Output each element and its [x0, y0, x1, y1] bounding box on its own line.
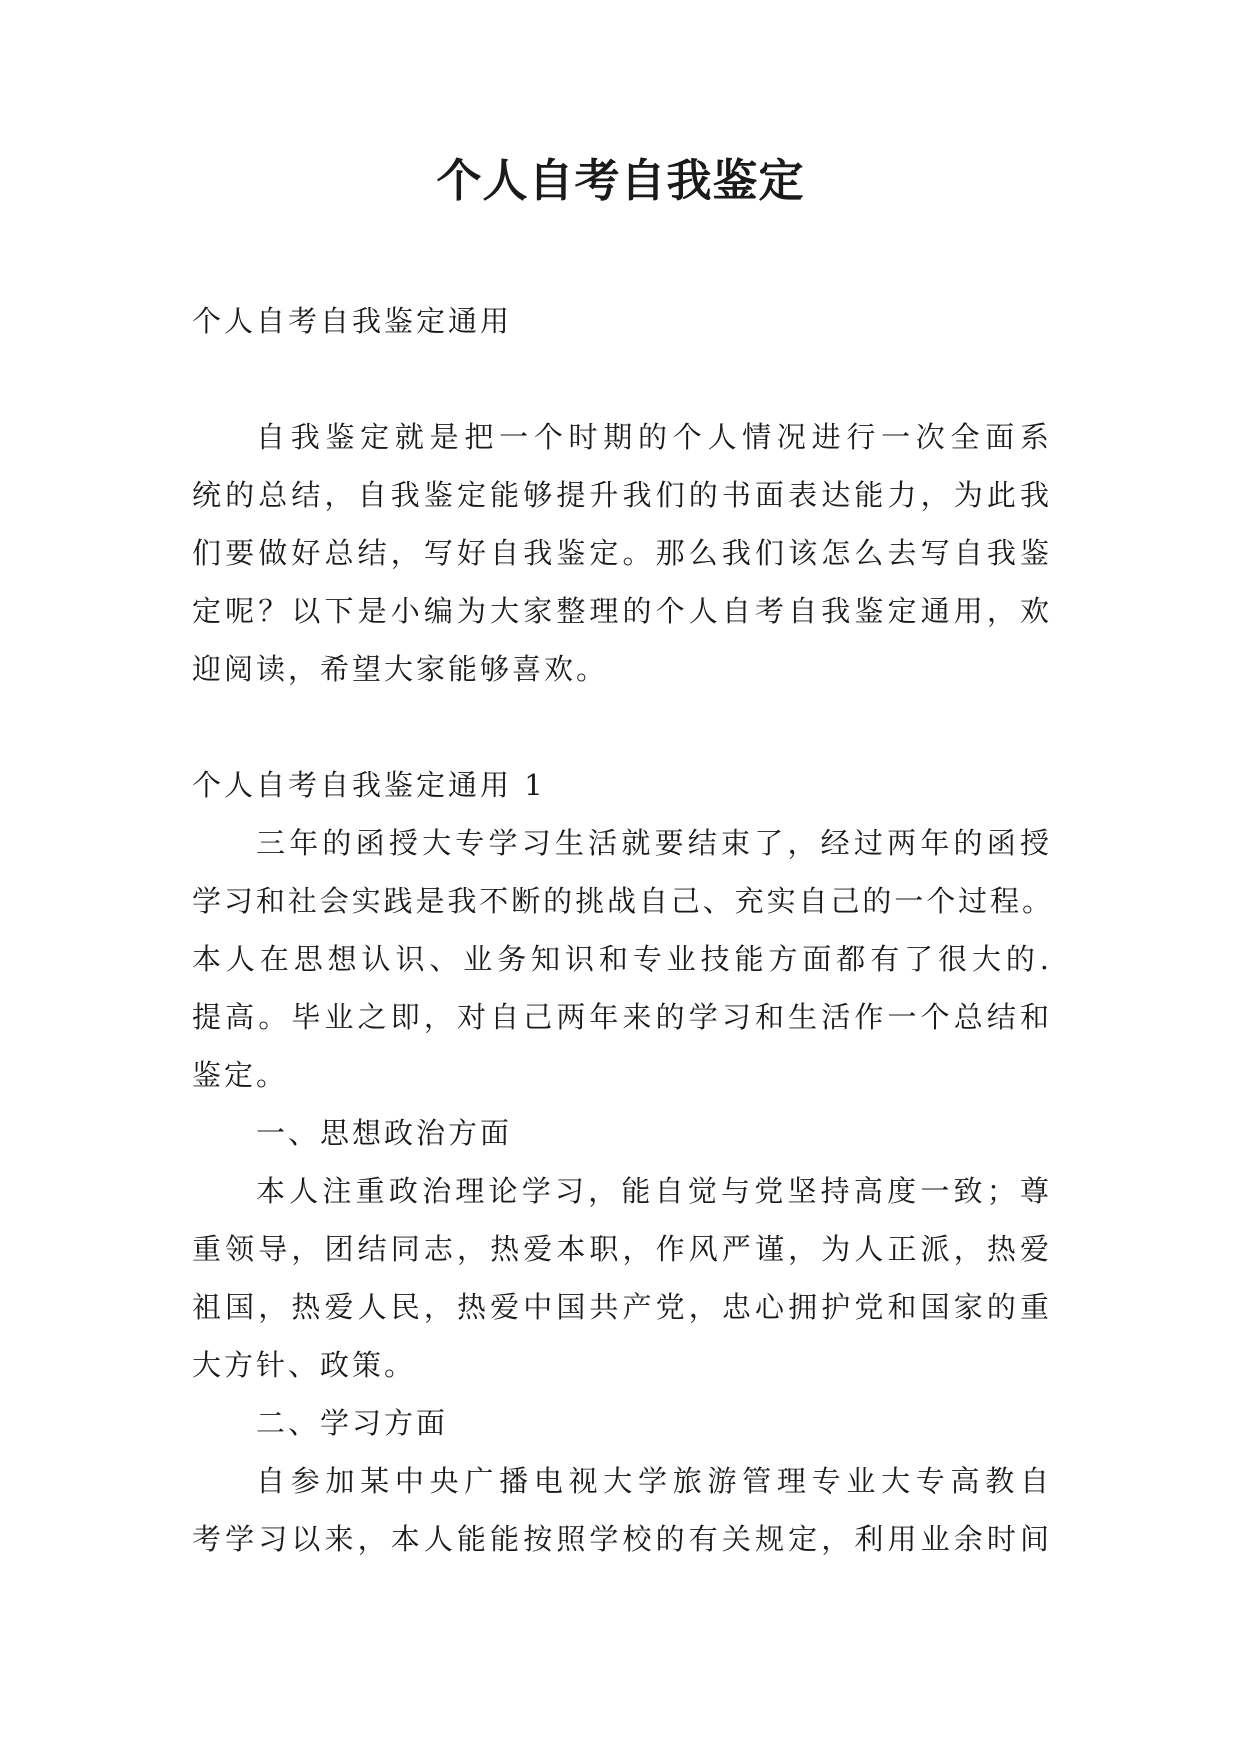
document-body [192, 292, 1052, 1568]
section-heading: 个人自考自我鉴定通用 1 [192, 768, 546, 802]
paragraph-line: 本人在思想认识、业务知识和专业技能方面都有了很大的. [192, 942, 1052, 976]
intro-line: 自我鉴定就是把一个时期的个人情况进行一次全面系 [256, 420, 1052, 454]
intro-line: 迎阅读，希望大家能够喜欢。 [192, 652, 609, 686]
paragraph-line: 重领导，团结同志，热爱本职，作风严谨，为人正派，热爱 [192, 1232, 1052, 1266]
intro-line: 们要做好总结，写好自我鉴定。那么我们该怎么去写自我鉴 [192, 536, 1052, 570]
paragraph-line: 鉴定。 [192, 1058, 289, 1092]
paragraph-line: 祖国，热爱人民，热爱中国共产党，忠心拥护党和国家的重 [192, 1290, 1052, 1324]
blank-line [192, 350, 1052, 408]
paragraph-line: 提高。毕业之即，对自己两年来的学习和生活作一个总结和 [192, 1000, 1052, 1034]
subheading-politics: 一、思想政治方面 [256, 1116, 513, 1150]
paragraph-line: 学习和社会实践是我不断的挑战自己、充实自己的一个过程。 [192, 884, 1052, 918]
intro-line: 定呢？以下是小编为大家整理的个人自考自我鉴定通用，欢 [192, 594, 1052, 628]
subheading-study: 二、学习方面 [256, 1406, 449, 1440]
paragraph-line: 本人注重政治理论学习，能自觉与党坚持高度一致；尊 [256, 1174, 1052, 1208]
document-title: 个人自考自我鉴定 [436, 154, 805, 207]
paragraph-line: 三年的函授大专学习生活就要结束了，经过两年的函授 [256, 826, 1052, 860]
blank-line [192, 698, 1052, 756]
paragraph-line: 自参加某中央广播电视大学旅游管理专业大专高教自 [256, 1464, 1052, 1498]
intro-line: 统的总结，自我鉴定能够提升我们的书面表达能力，为此我 [192, 478, 1052, 512]
paragraph-line: 大方针、政策。 [192, 1348, 417, 1382]
paragraph-line: 考学习以来，本人能能按照学校的有关规定，利用业余时间 [192, 1522, 1052, 1556]
document-subtitle: 个人自考自我鉴定通用 [192, 304, 513, 338]
